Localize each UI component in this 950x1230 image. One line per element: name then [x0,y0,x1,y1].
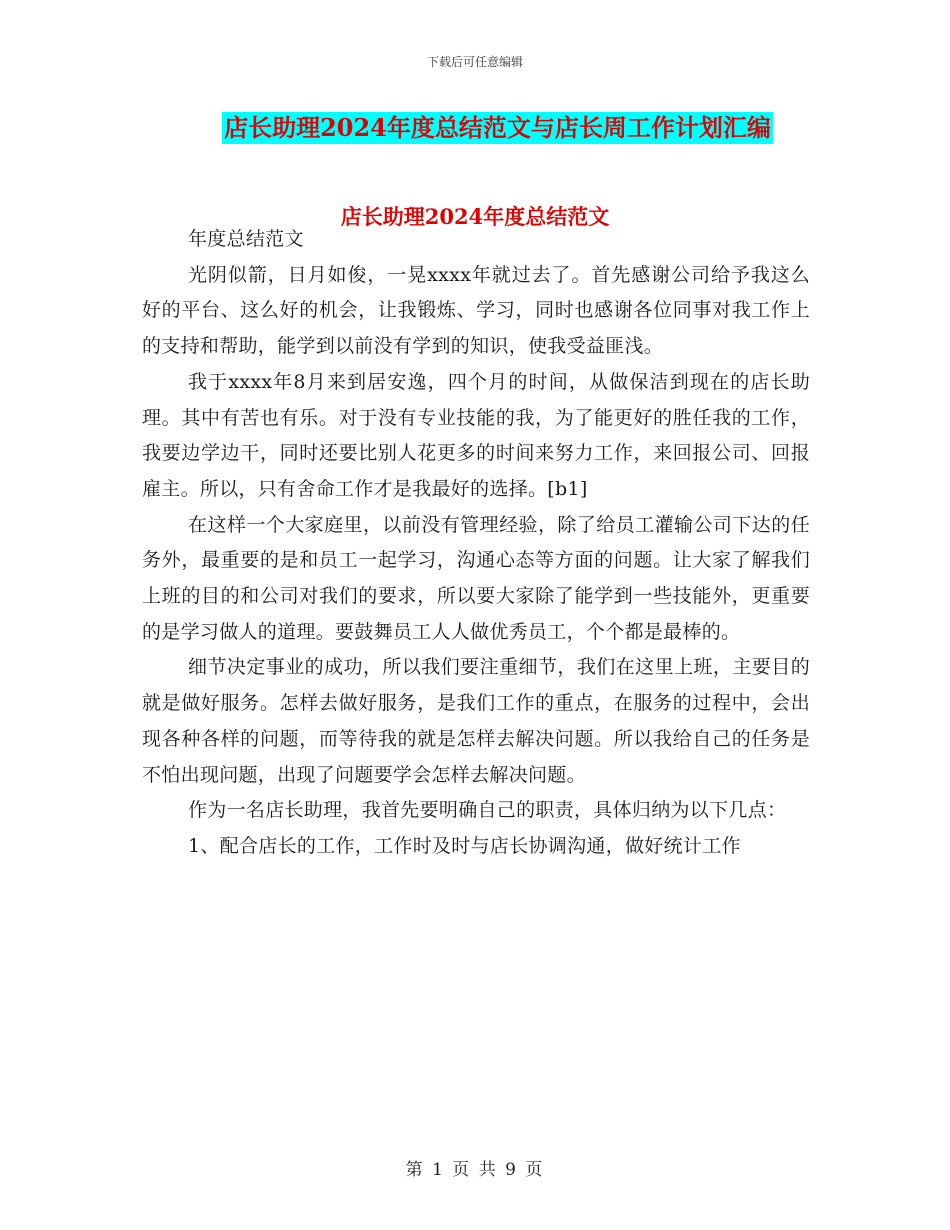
paragraph: 年度总结范文 [188,228,304,250]
paragraph: 在这样一个大家庭里，以前没有管理经验，除了给员工灌输公司下达的任务外，最重要的是和员工一起学习，沟通心态等方面的问题。让大家了解我们上班的目的和公司对我们的要求，所以要大家除了能学到一些技能外，更重要的是学习做人的道理。要鼓舞员工人人做优秀员工，个个都是最棒的。 [142,513,810,643]
page-header-note: 下载后可任意编辑 [426,55,523,69]
document-main-title: 店长助理2024年度总结范文与店长周工作计划汇编 [224,113,771,142]
main-title-container [0,112,950,144]
paragraph: 光阴似箭，日月如俊，一晃xxxx年就过去了。首先感谢公司给予我这么好的平台、这么好的机会，让我锻炼、学习，同时也感谢各位同事对我工作上的支持和帮助，能学到以前没有学到的知识，使我受益匪浅。 [142,263,810,358]
document-section-title: 店长助理2024年度总结范文 [340,204,610,229]
paragraph: 1、配合店长的工作，工作时及时与店长协调沟通，做好统计工作 [188,834,741,857]
paragraph: 作为一名店长助理，我首先要明确自己的职责，具体归纳为以下几点： [188,799,787,822]
paragraph: 我于xxxx年8月来到居安逸，四个月的时间，从做保洁到现在的店长助理。其中有苦也有乐。对于没有专业技能的我，为了能更好的胜任我的工作，我要边学边干，同时还要比别人花更多的时间来努力工作，来回报公司、回报雇主。所以，只有舍命工作才是我最好的选择。[b1] [142,370,810,500]
paragraph: 细节决定事业的成功，所以我们要注重细节，我们在这里上班，主要目的就是做好服务。怎样去做好服务，是我们工作的重点，在服务的过程中，会出现各种各样的问题，而等待我的就是怎样去解决问题。所以我给自己的任务是不怕出现问题，出现了问题要学会怎样去解决问题。 [142,656,810,786]
document-body [142,222,810,865]
page-footer-number: 第 1 页 共 9 页 [405,1160,545,1180]
